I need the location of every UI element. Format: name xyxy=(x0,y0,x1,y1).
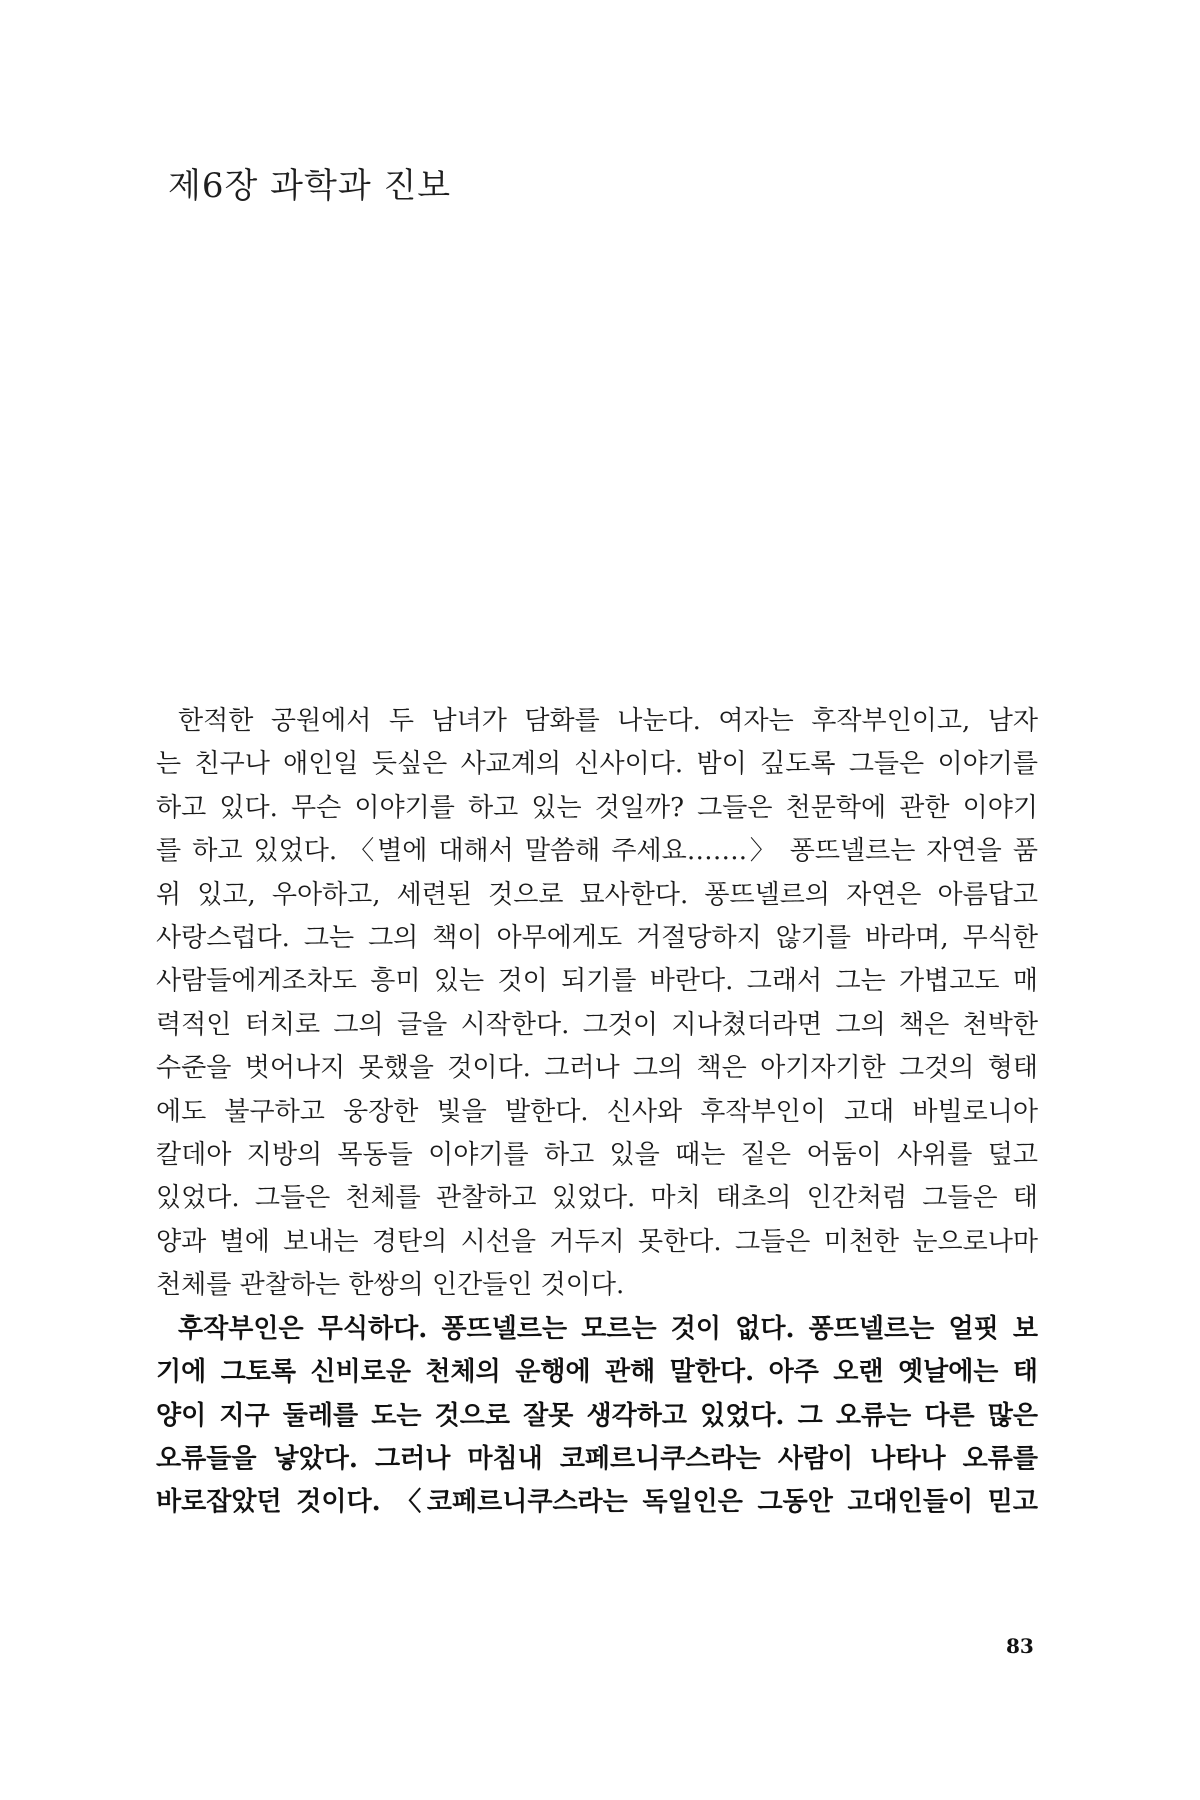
text-line: 력적인 터치로 그의 글을 시작한다. 그것이 지나쳤더라면 그의 책은 천박한 xyxy=(156,1009,1038,1040)
text-line: 하고 있다. 무슨 이야기를 하고 있는 것일까? 그들은 천문학에 관한 이야기 xyxy=(156,792,1038,823)
text-line: 기에 그토록 신비로운 천체의 운행에 관해 말한다. 아주 오랜 옛날에는 태 xyxy=(156,1357,1038,1388)
text-line: 양과 별에 보내는 경탄의 시선을 거두지 못한다. 그들은 미천한 눈으로나마 xyxy=(156,1226,1038,1257)
text-line: 를 하고 있었다. 〈별에 대해서 말씀해 주세요…….〉 퐁뜨넬르는 자연을 품 xyxy=(156,836,1038,867)
text-line: 천체를 관찰하는 한쌍의 인간들인 것이다. xyxy=(156,1270,625,1301)
text-line: 양이 지구 둘레를 도는 것으로 잘못 생각하고 있었다. 그 오류는 다른 많은 xyxy=(156,1400,1038,1431)
page-number: 83 xyxy=(1006,1634,1034,1658)
text-line: 수준을 벗어나지 못했을 것이다. 그러나 그의 책은 아기자기한 그것의 형태 xyxy=(156,1053,1038,1084)
text-line: 위 있고, 우아하고, 세련된 것으로 묘사한다. 퐁뜨넬르의 자연은 아름답고 xyxy=(156,879,1038,910)
text-line: 있었다. 그들은 천체를 관찰하고 있었다. 마치 태초의 인간처럼 그들은 태 xyxy=(156,1183,1038,1214)
paragraph-1 xyxy=(156,700,1038,1308)
text-line: 바로잡았던 것이다. 〈코페르니쿠스라는 독일인은 그동안 고대인들이 믿고 xyxy=(156,1487,1038,1518)
text-line: 는 친구나 애인일 듯싶은 사교계의 신사이다. 밤이 깊도록 그들은 이야기를 xyxy=(156,749,1038,780)
text-line: 사람들에게조차도 흥미 있는 것이 되기를 바란다. 그래서 그는 가볍고도 매 xyxy=(156,966,1038,997)
text-line: 한적한 공원에서 두 남녀가 담화를 나눈다. 여자는 후작부인이고, 남자 xyxy=(178,706,1038,736)
text-line: 칼데아 지방의 목동들 이야기를 하고 있을 때는 짙은 어둠이 사위를 덮고 xyxy=(156,1140,1038,1171)
text-line: 사랑스럽다. 그는 그의 책이 아무에게도 거절당하지 않기를 바라며, 무식한 xyxy=(156,923,1038,954)
body-text xyxy=(156,700,1038,1525)
text-line: 후작부인은 무식하다. 퐁뜨넬르는 모르는 것이 없다. 퐁뜨넬르는 얼핏 보 xyxy=(178,1313,1038,1344)
text-line: 에도 불구하고 웅장한 빛을 발한다. 신사와 후작부인이 고대 바빌로니아 xyxy=(156,1096,1038,1127)
paragraph-2 xyxy=(156,1308,1038,1525)
chapter-title: 제6장 과학과 진보 xyxy=(168,166,452,206)
text-line: 오류들을 낳았다. 그러나 마침내 코페르니쿠스라는 사람이 나타나 오류를 xyxy=(156,1443,1038,1474)
